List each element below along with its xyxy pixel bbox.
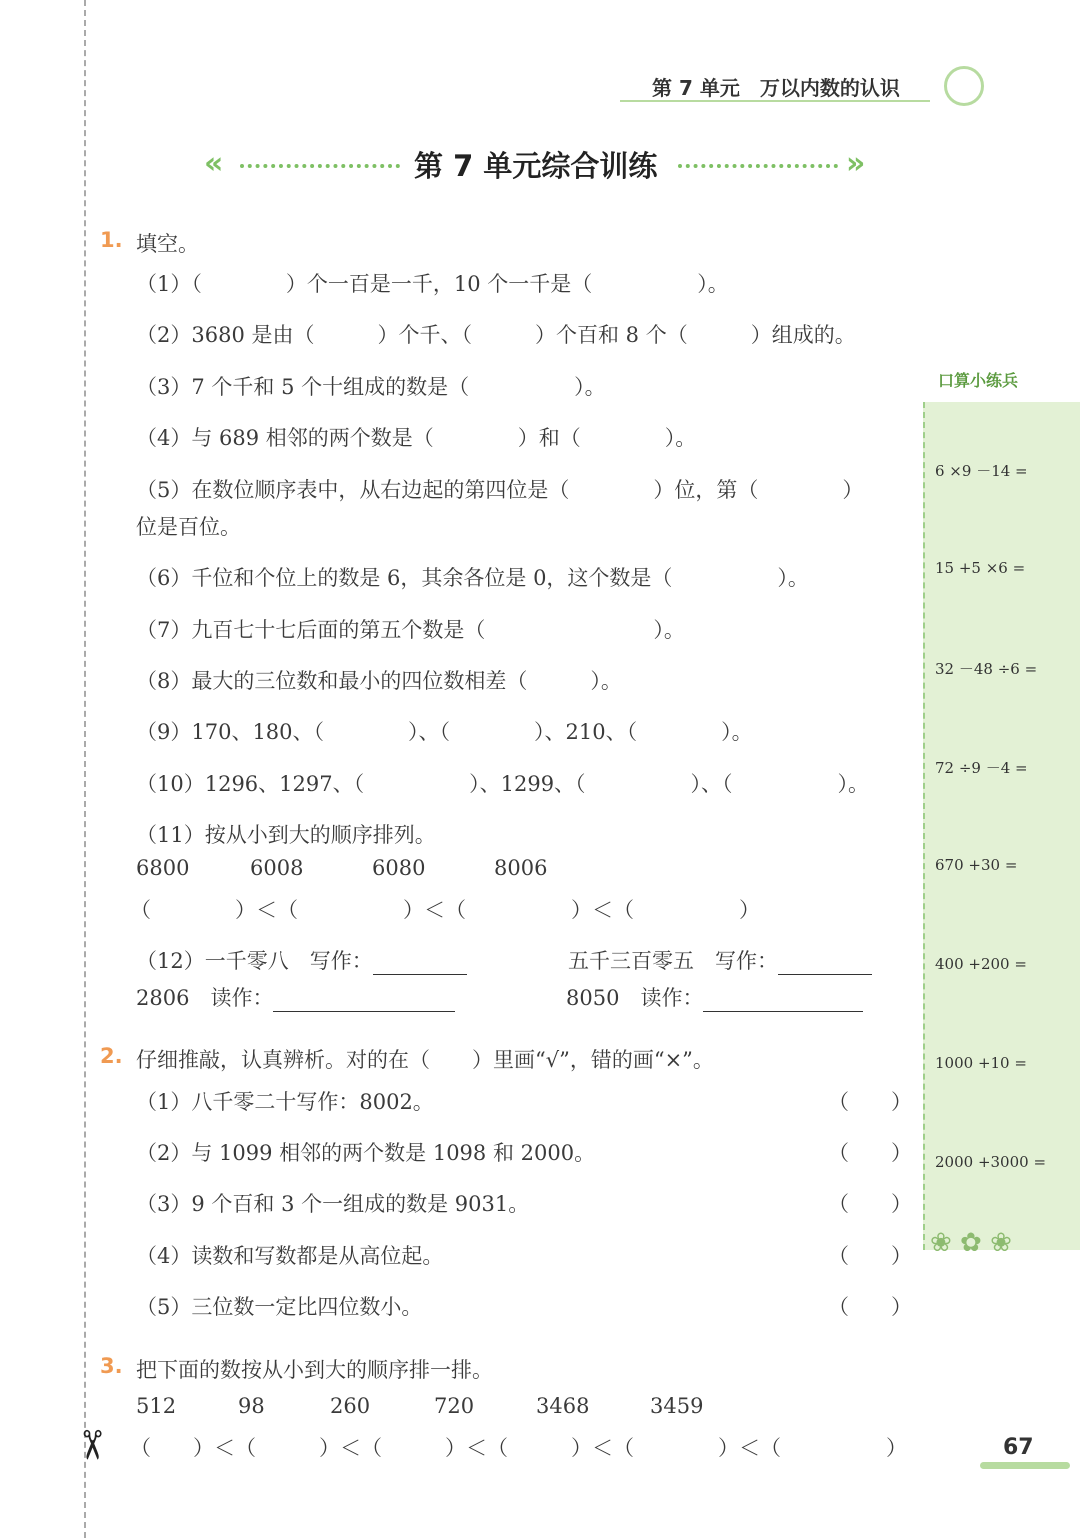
- q3-num: 720: [434, 1394, 475, 1418]
- q2-item: （4）读数和写数都是从高位起。: [136, 1244, 444, 1268]
- answer-blank[interactable]: [373, 954, 467, 975]
- scissors-icon: ✂: [67, 1428, 114, 1462]
- q1-item-12-d: [566, 982, 863, 1012]
- judge-bracket[interactable]: （ ）: [828, 1244, 912, 1268]
- q3-title: 把下面的数按从小到大的顺序排一排。: [136, 1358, 493, 1382]
- q1-item-10: （10）1296、1297、（ ）、1299、（ ）、（ ）。: [136, 772, 870, 796]
- calc-item: 1000 +10 =: [935, 1054, 1027, 1072]
- q2-item: （5）三位数一定比四位数小。: [136, 1295, 423, 1319]
- q1-12-c-label: 2806 读作：: [136, 986, 274, 1010]
- page-number-bar: [980, 1462, 1070, 1469]
- title-dots-right: [678, 164, 838, 168]
- q1-12-a-label: （12）一千零八 写作：: [136, 949, 373, 973]
- q1-item-6: （6）千位和个位上的数是 6，其余各位是 0，这个数是（ ）。: [136, 566, 809, 590]
- q1-12-d-label: 8050 读作：: [566, 986, 704, 1010]
- q1-11-num: 6080: [372, 856, 426, 880]
- cut-line: [84, 0, 86, 1538]
- q3-num: 512: [136, 1394, 177, 1418]
- answer-blank[interactable]: [778, 954, 872, 975]
- calc-item: 72 ÷9 －4 =: [935, 759, 1028, 777]
- plant-logo-icon: [944, 66, 984, 106]
- mental-math-panel: [923, 402, 1080, 1250]
- calc-item: 400 +200 =: [935, 955, 1027, 973]
- page-number: 67: [1003, 1435, 1034, 1460]
- q2-title: 仔细推敲，认真辨析。对的在（ ）里画“√”，错的画“×”。: [136, 1048, 714, 1072]
- title-banner: [200, 140, 880, 190]
- q3-num: 3459: [650, 1394, 704, 1418]
- q1-item-11: （11）按从小到大的顺序排列。: [136, 823, 436, 847]
- q1-item-12-b: [568, 945, 872, 975]
- q1-11-num: 6008: [250, 856, 304, 880]
- title-dots-left: [240, 164, 400, 168]
- header-underline: [620, 100, 930, 102]
- calc-item: 15 +5 ×6 =: [935, 559, 1026, 577]
- q2-item: （2）与 1099 相邻的两个数是 1098 和 2000。: [136, 1141, 596, 1165]
- q1-item-1: （1）（ ）个一百是一千，10 个一千是（ ）。: [136, 272, 729, 296]
- q1-item-5: （5）在数位顺序表中，从右边起的第四位是（ ）位，第（ ）: [136, 478, 864, 502]
- q1-item-7: （7）九百七十七后面的第五个数是（ ）。: [136, 618, 685, 642]
- q2-item: （3）9 个百和 3 个一组成的数是 9031。: [136, 1192, 530, 1216]
- q1-11-num: 6800: [136, 856, 190, 880]
- q1-item-5-cont: 位是百位。: [136, 515, 241, 539]
- judge-bracket[interactable]: （ ）: [828, 1295, 912, 1319]
- q1-title: 填空。: [136, 232, 199, 256]
- answer-blank[interactable]: [273, 991, 455, 1012]
- right-arrow-icon: »: [846, 146, 866, 181]
- judge-bracket[interactable]: （ ）: [828, 1141, 912, 1165]
- q1-item-3: （3）7 个千和 5 个十组成的数是（ ）。: [136, 375, 606, 399]
- q3-num: 3468: [536, 1394, 590, 1418]
- answer-blank[interactable]: [703, 991, 863, 1012]
- q3-num: 98: [238, 1394, 265, 1418]
- q3-order: （ ）＜（ ）＜（ ）＜（ ）＜（ ）＜（ ）: [130, 1436, 907, 1460]
- snail-decoration-icon: ❀ ✿ ❀: [930, 1228, 1012, 1258]
- page-title: 第 7 单元综合训练: [414, 149, 658, 183]
- q1-11-num: 8006: [494, 856, 548, 880]
- q1-item-12-a: [136, 945, 467, 975]
- mental-math-tab: 口算小练兵: [938, 371, 1019, 390]
- q3-number: 3.: [100, 1354, 123, 1378]
- calc-item: 6 ×9 －14 =: [935, 462, 1028, 480]
- q1-item-2: （2）3680 是由（ ）个千、（ ）个百和 8 个（ ）组成的。: [136, 323, 856, 347]
- calc-item: 2000 +3000 =: [935, 1153, 1047, 1171]
- unit-header: 第 7 单元 万以内数的认识: [652, 76, 900, 100]
- q1-item-12-c: [136, 982, 455, 1012]
- q3-num: 260: [330, 1394, 371, 1418]
- q1-number: 1.: [100, 228, 123, 252]
- q1-item-8: （8）最大的三位数和最小的四位数相差（ ）。: [136, 669, 622, 693]
- q1-item-9: （9）170、180、（ ）、（ ）、210、（ ）。: [136, 720, 753, 744]
- left-arrow-icon: «: [204, 146, 224, 181]
- q1-11-order: （ ）＜（ ）＜（ ）＜（ ）: [130, 898, 760, 922]
- calc-item: 670 +30 =: [935, 856, 1018, 874]
- judge-bracket[interactable]: （ ）: [828, 1192, 912, 1216]
- q1-12-b-label: 五千三百零五 写作：: [568, 949, 778, 973]
- q2-item: （1）八千零二十写作：8002。: [136, 1090, 434, 1114]
- calc-item: 32 －48 ÷6 =: [935, 660, 1038, 678]
- q1-item-4: （4）与 689 相邻的两个数是（ ）和（ ）。: [136, 426, 697, 450]
- judge-bracket[interactable]: （ ）: [828, 1090, 912, 1114]
- q2-number: 2.: [100, 1044, 123, 1068]
